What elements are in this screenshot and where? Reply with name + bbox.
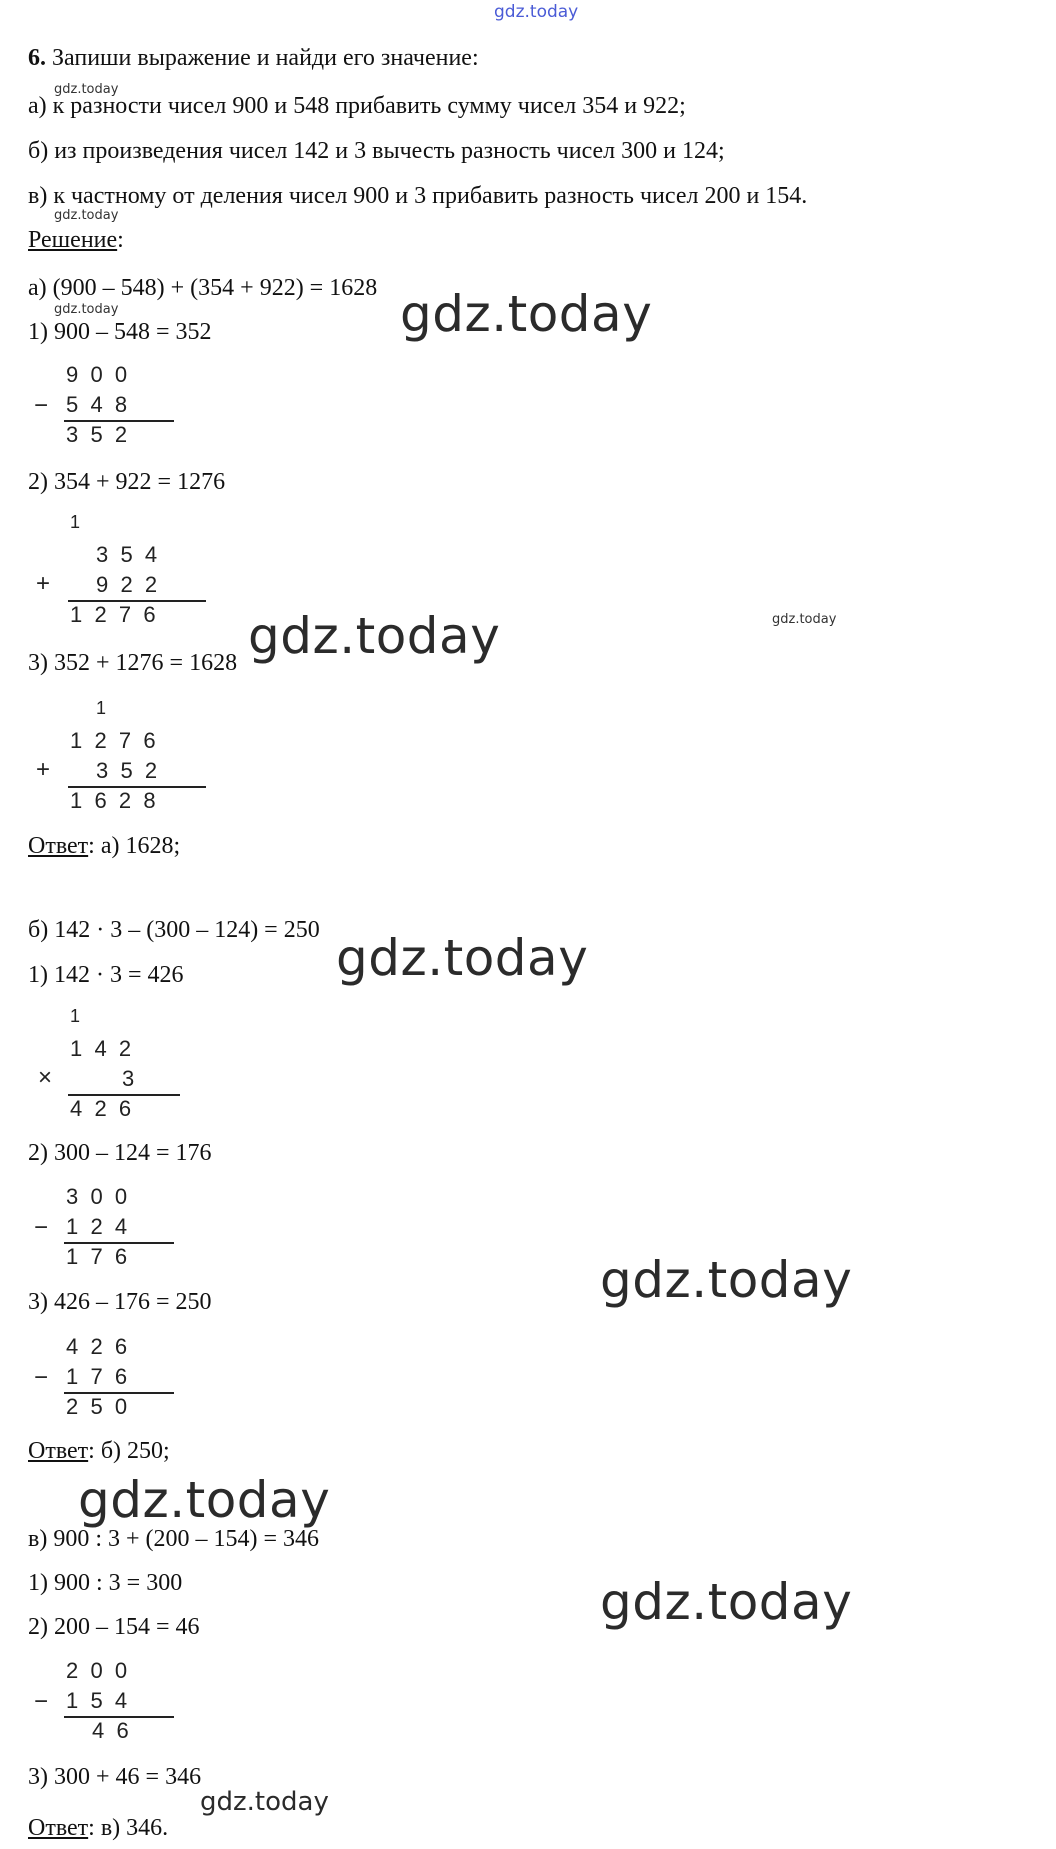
part-c-answer [28, 1814, 168, 1842]
part-a-expression: а) (900 – 548) + (354 + 922) = 1628 [28, 275, 378, 301]
watermark-small: gdz.today [54, 208, 119, 223]
part-a-step-2: 2) 354 + 922 = 1276 [28, 469, 226, 495]
part-b-answer [28, 1437, 170, 1465]
column-bottom-number: 5 4 8 [66, 392, 128, 417]
column-carry: 1 [70, 1006, 81, 1026]
column-bottom-number: 1 2 4 [66, 1214, 128, 1239]
column-operator: + [36, 756, 51, 783]
part-a-step-1: 1) 900 – 548 = 352 [28, 319, 212, 345]
column-a1 [32, 362, 152, 452]
column-bottom-number: 1 5 4 [66, 1688, 128, 1713]
column-operator: − [34, 1364, 49, 1391]
column-result: 1 6 2 8 [70, 788, 156, 813]
solution-heading-colon: : [117, 227, 124, 253]
part-c-step-1: 1) 900 : 3 = 300 [28, 1570, 183, 1596]
answer-label: Ответ [28, 833, 89, 859]
watermark-large: gdz.today [600, 1573, 853, 1631]
task-header [28, 44, 479, 72]
answer-value: : а) 1628; [88, 833, 181, 859]
column-result: 3 5 2 [66, 422, 128, 447]
column-top-number: 9 0 0 [66, 362, 128, 387]
watermark-large: gdz.today [248, 607, 501, 665]
column-carry: 1 [96, 698, 107, 718]
answer-value: : в) 346. [88, 1815, 169, 1841]
column-top-number: 3 5 4 [96, 542, 158, 567]
column-operator: × [38, 1064, 53, 1091]
watermark-small: gdz.today [772, 612, 837, 627]
part-c-step-3: 3) 300 + 46 = 346 [28, 1764, 202, 1790]
watermark-large: gdz.today [600, 1251, 853, 1309]
part-b-step-1: 1) 142 · 3 = 426 [28, 962, 184, 988]
column-bottom-number: 9 2 2 [96, 572, 158, 597]
column-top-number: 1 4 2 [70, 1036, 132, 1061]
column-a3 [32, 698, 182, 818]
column-c2 [32, 1658, 152, 1748]
column-b3 [32, 1334, 152, 1424]
task-item-a: а) к разности чисел 900 и 548 прибавить сумму чисел 354 и 922; [28, 93, 686, 119]
task-item-b: б) из произведения чисел 142 и 3 вычесть разность чисел 300 и 124; [28, 138, 725, 164]
column-operator: − [34, 1688, 49, 1715]
answer-label: Ответ [28, 1815, 89, 1841]
column-bottom-number: 3 [122, 1066, 135, 1091]
answer-value: : б) 250; [88, 1438, 170, 1464]
watermark-top: gdz.today [494, 2, 579, 22]
column-result: 1 2 7 6 [70, 602, 156, 627]
column-result: 4 6 [92, 1718, 129, 1743]
column-bottom-number: 1 7 6 [66, 1364, 128, 1389]
task-item-c: в) к частному от деления чисел 900 и 3 прибавить разность чисел 200 и 154. [28, 183, 808, 209]
part-a-step-3: 3) 352 + 1276 = 1628 [28, 650, 238, 676]
answer-label: Ответ [28, 1438, 89, 1464]
solution-heading-label: Решение [28, 227, 118, 253]
column-top-number: 2 0 0 [66, 1658, 128, 1683]
task-number: 6. [28, 45, 46, 71]
watermark-small: gdz.today [54, 82, 119, 97]
task-statement: Запиши выражение и найди его значение: [52, 45, 479, 71]
column-operator: + [36, 570, 51, 597]
part-b-expression: б) 142 · 3 – (300 – 124) = 250 [28, 917, 320, 943]
solution-heading [28, 226, 124, 254]
column-b1 [32, 1006, 162, 1126]
column-b2 [32, 1184, 152, 1274]
watermark-large: gdz.today [336, 929, 589, 987]
part-b-step-2: 2) 300 – 124 = 176 [28, 1140, 212, 1166]
watermark-large: gdz.today [78, 1471, 331, 1529]
part-c-expression: в) 900 : 3 + (200 – 154) = 346 [28, 1526, 320, 1552]
watermark-large: gdz.today [400, 285, 653, 343]
column-operator: − [34, 1214, 49, 1241]
column-top-number: 3 0 0 [66, 1184, 128, 1209]
watermark-medium: gdz.today [200, 1787, 329, 1817]
column-carry: 1 [70, 512, 81, 532]
part-a-answer [28, 832, 180, 860]
watermark-small: gdz.today [54, 302, 119, 317]
column-result: 2 5 0 [66, 1394, 128, 1419]
part-b-step-3: 3) 426 – 176 = 250 [28, 1289, 212, 1315]
column-top-number: 4 2 6 [66, 1334, 128, 1359]
column-top-number: 1 2 7 6 [70, 728, 156, 753]
column-a2 [32, 512, 182, 632]
column-result: 4 2 6 [70, 1096, 132, 1121]
column-bottom-number: 3 5 2 [96, 758, 158, 783]
column-result: 1 7 6 [66, 1244, 128, 1269]
part-c-step-2: 2) 200 – 154 = 46 [28, 1614, 200, 1640]
column-operator: − [34, 392, 49, 419]
